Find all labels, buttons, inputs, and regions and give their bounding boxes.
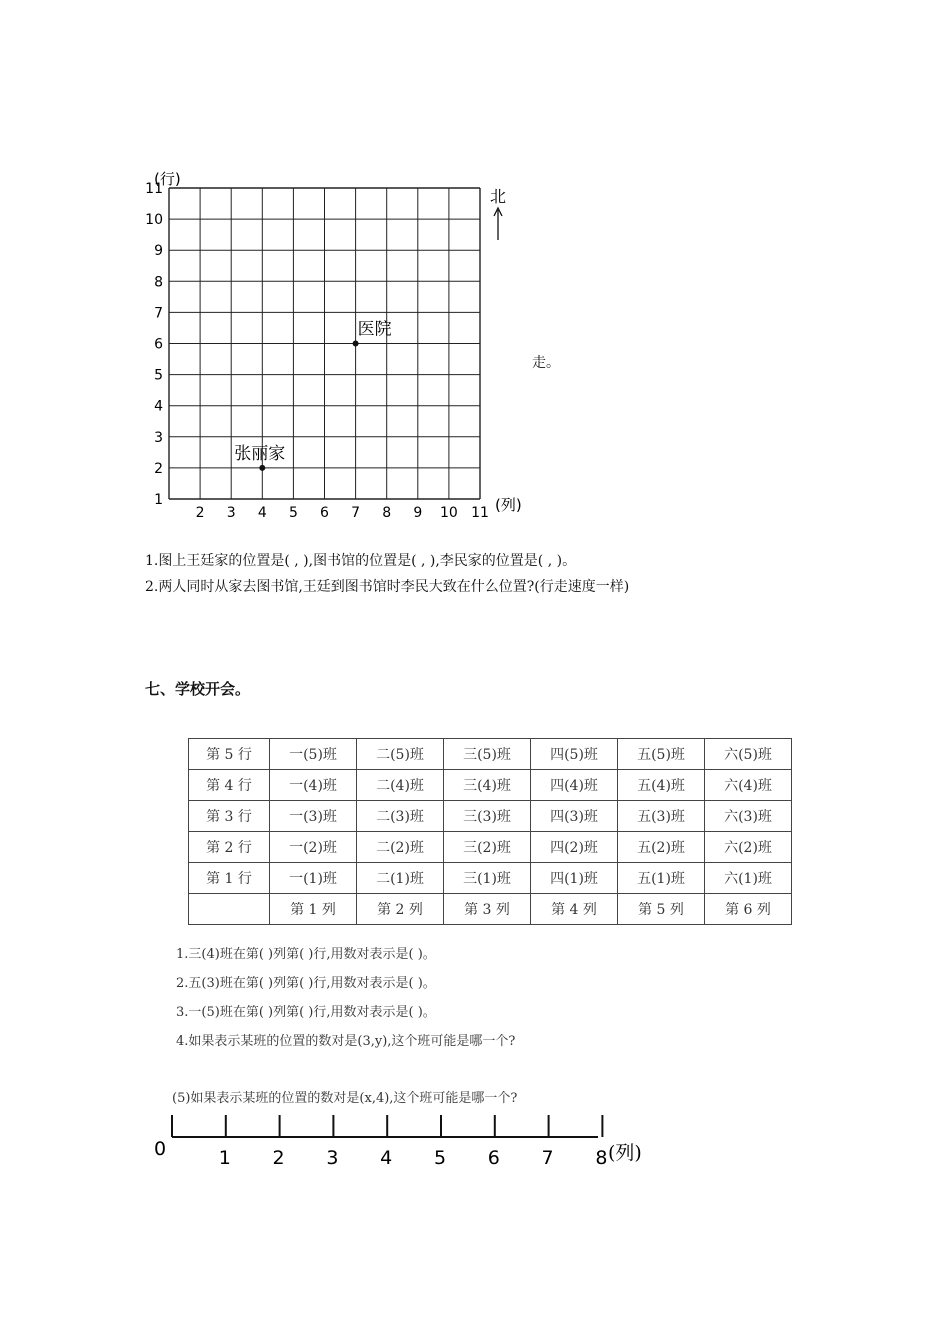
class-cell: 四(4)班 [531, 770, 618, 801]
section-7-title: 七、学校开会。 [145, 680, 251, 698]
class-cell: 一(1)班 [270, 863, 357, 894]
y-tick-label: 4 [154, 398, 163, 415]
class-cell: 一(5)班 [270, 739, 357, 770]
x-tick-label: 10 [439, 505, 458, 521]
class-cell: 二(4)班 [357, 770, 444, 801]
x-tick-label: 9 [413, 505, 423, 521]
grid-point-label: 医院 [357, 319, 392, 340]
grid-point-label: 张丽家 [234, 443, 286, 464]
class-cell: 六(5)班 [705, 739, 792, 770]
class-cell: 五(5)班 [618, 739, 705, 770]
table-row [189, 739, 792, 770]
y-tick-label: 3 [154, 429, 163, 446]
class-cell: 五(4)班 [618, 770, 705, 801]
north-label: 北 [490, 187, 507, 206]
class-cell: 三(1)班 [444, 863, 531, 894]
number-line [140, 1108, 680, 1174]
y-tick-label: 2 [154, 460, 163, 477]
column-header: 第 6 列 [705, 894, 792, 925]
north-arrow-icon [494, 208, 502, 240]
row-header: 第 2 行 [189, 832, 270, 863]
column-header: 第 1 列 [270, 894, 357, 925]
grid-point-marker [353, 341, 359, 347]
x-tick-label: 4 [257, 505, 267, 521]
column-header: 第 4 列 [531, 894, 618, 925]
number-line-tick-label: 2 [272, 1147, 285, 1169]
x-tick-label: 5 [288, 505, 298, 521]
table-row [189, 770, 792, 801]
y-tick-label: 11 [145, 181, 163, 197]
class-cell: 五(3)班 [618, 801, 705, 832]
number-line-axis-label: (列) [608, 1142, 642, 1164]
row-header: 第 3 行 [189, 801, 270, 832]
y-tick-label: 9 [154, 243, 163, 260]
column-header: 第 5 列 [618, 894, 705, 925]
grid-points [234, 320, 391, 471]
class-cell: 二(2)班 [357, 832, 444, 863]
class-cell: 四(3)班 [531, 801, 618, 832]
class-cell: 六(2)班 [705, 832, 792, 863]
number-line-tick-label: 4 [380, 1147, 393, 1169]
class-cell: 三(2)班 [444, 832, 531, 863]
class-cell: 四(5)班 [531, 739, 618, 770]
y-tick-label: 6 [154, 336, 163, 353]
side-note: 走。 [532, 355, 560, 371]
column-header: 第 2 列 [357, 894, 444, 925]
class-cell: 三(5)班 [444, 739, 531, 770]
question-2-5: (5)如果表示某班的位置的数对是(x,4),这个班可能是哪一个? [172, 1091, 518, 1106]
table-row [189, 863, 792, 894]
row-header: 第 4 行 [189, 770, 270, 801]
class-cell: 三(3)班 [444, 801, 531, 832]
question-2-1: 1.三(4)班在第( )列第( )行,用数对表示是( )。 [176, 947, 436, 962]
question-2-2: 2.五(3)班在第( )列第( )行,用数对表示是( )。 [176, 976, 436, 991]
row-header: 第 5 行 [189, 739, 270, 770]
y-tick-label: 5 [154, 367, 163, 384]
class-cell: 二(3)班 [357, 801, 444, 832]
y-tick-labels [145, 181, 163, 508]
number-line-tick-label: 5 [433, 1147, 447, 1169]
coordinate-grid [140, 160, 540, 530]
col-axis-label: (列) [495, 496, 522, 514]
seating-table [188, 738, 792, 925]
table-row [189, 801, 792, 832]
class-cell: 六(4)班 [705, 770, 792, 801]
empty-corner-cell [189, 894, 270, 925]
class-cell: 一(4)班 [270, 770, 357, 801]
number-line-tick-label: 1 [218, 1147, 231, 1169]
x-tick-labels [196, 505, 489, 521]
question-1-2: 2.两人同时从家去图书馆,王廷到图书馆时李民大致在什么位置?(行走速度一样) [145, 579, 630, 595]
number-line-tick-label: 8 [595, 1147, 608, 1169]
question-2-4: 4.如果表示某班的位置的数对是(3,y),这个班可能是哪一个? [176, 1034, 516, 1049]
class-cell: 五(1)班 [618, 863, 705, 894]
column-header-row [189, 894, 792, 925]
row-header: 第 1 行 [189, 863, 270, 894]
class-cell: 五(2)班 [618, 832, 705, 863]
number-line-ticks [172, 1115, 607, 1169]
x-tick-label: 3 [226, 505, 236, 521]
x-tick-label: 11 [471, 505, 489, 521]
table-row [189, 832, 792, 863]
class-cell: 一(3)班 [270, 801, 357, 832]
question-1-1: 1.图上王廷家的位置是( , ),图书馆的位置是( , ),李民家的位置是( , )。 [145, 553, 577, 569]
y-tick-label: 10 [145, 212, 163, 229]
y-tick-label: 8 [154, 274, 163, 291]
class-cell: 三(4)班 [444, 770, 531, 801]
number-line-tick-label: 7 [541, 1147, 554, 1169]
class-cell: 六(3)班 [705, 801, 792, 832]
class-cell: 二(5)班 [357, 739, 444, 770]
class-cell: 四(1)班 [531, 863, 618, 894]
class-cell: 二(1)班 [357, 863, 444, 894]
question-2-3: 3.一(5)班在第( )列第( )行,用数对表示是( )。 [176, 1005, 436, 1020]
number-line-tick-label: 6 [487, 1147, 500, 1169]
class-cell: 四(2)班 [531, 832, 618, 863]
x-tick-label: 7 [351, 505, 361, 521]
column-header: 第 3 列 [444, 894, 531, 925]
grid-lines [169, 188, 480, 499]
x-tick-label: 2 [195, 505, 205, 521]
x-tick-label: 6 [320, 505, 329, 521]
number-line-zero: 0 [154, 1138, 167, 1160]
y-tick-label: 7 [154, 305, 163, 322]
y-tick-label: 1 [154, 492, 163, 508]
class-cell: 一(2)班 [270, 832, 357, 863]
row-axis-label: (行) [154, 170, 181, 188]
number-line-tick-label: 3 [326, 1147, 339, 1169]
x-tick-label: 8 [382, 505, 392, 521]
grid-point-marker [259, 465, 265, 471]
class-cell: 六(1)班 [705, 863, 792, 894]
